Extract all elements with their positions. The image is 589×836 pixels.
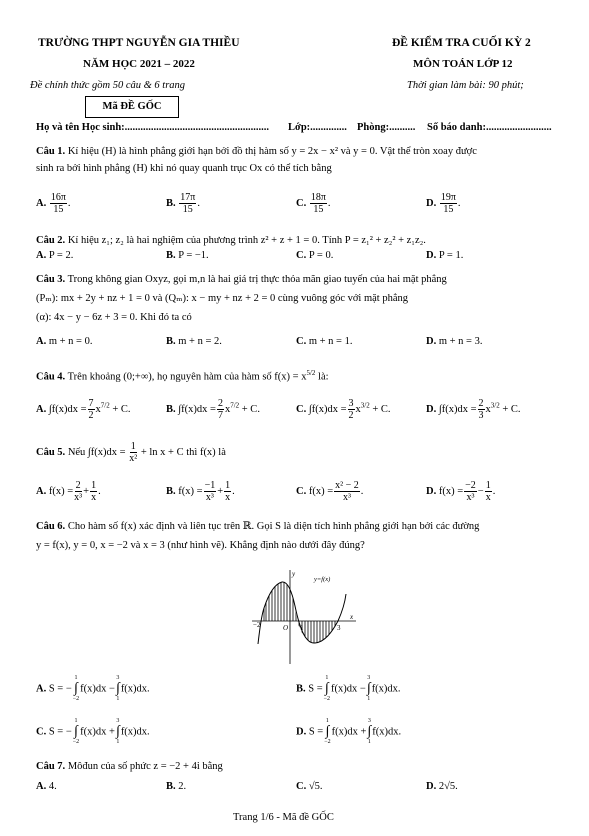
exam-time: Thời gian làm bài: 90 phút; [407,80,524,91]
label-one: 1 [300,624,304,632]
function-graph [250,566,360,666]
question-text: (Pₘ): mx + 2y + nz + 1 = 0 và (Qₘ): x − my + nz + 2 = 0 cùng vuông góc với mặt phẳng [36,293,409,304]
exam-code-box [85,96,179,118]
label-func: y=f(x) [314,576,331,583]
q3-options [36,336,556,347]
label-x: x [350,613,354,621]
label-origin: O [283,624,289,632]
option[interactable]: C. $\frac{18\pi}{15}$ . [296,192,331,215]
option[interactable]: C. S = − 1 ∫ −2 f(x)dx + 3 ∫ 1 f(x)dx. [36,718,150,745]
option[interactable]: D. S = 1 ∫ −2 f(x)dx + 3 ∫ 1 f(x)dx. [296,718,402,745]
question-5: Câu 5. Nếu ∫f(x)dx = $\frac{1}{\text{x²}}$ + ln x + C thì f(x) là [36,441,226,464]
question-3 [36,270,561,327]
q6-options-row2 [36,718,556,746]
label-three: 3 [337,624,341,632]
question-label: Câu 1. [36,146,66,157]
q4-options [36,398,556,421]
exam-note: Đề chính thức gồm 50 câu & 6 trang [30,80,186,91]
option[interactable]: C. P = 0. [296,250,334,261]
q2-options [36,250,556,261]
option[interactable]: B. 2. [166,781,187,792]
student-id: Số báo danh:......................... [427,122,552,133]
q1-options [36,192,556,215]
question-text: y = f(x), y = 0, x = −2 và x = 3 (như hình vẽ). Khẳng định nào dưới đây đúng? [36,540,365,551]
school-name: TRƯỜNG THPT NGUYỄN GIA THIỀU [38,37,240,49]
question-text: (α): 4x − y − 6z + 3 = 0. Khi đó ta có [36,312,192,323]
question-label: Câu 4. [36,371,66,383]
option[interactable]: A. $\frac{16\pi}{15}$ . [36,192,71,215]
option[interactable]: C. ∫f(x)dx = $\frac{3}{2}$ $x^{3/2} + C$. [296,398,391,421]
shaded-area-positive [264,582,297,621]
question-4: Câu 4. Trên khoảng (0;+∞), họ nguyên hàm của hàm số $f(x) = x^{5/2}$ là: [36,369,329,383]
exam-title: ĐỀ KIỂM TRA CUỐI KỲ 2 [392,37,531,49]
option[interactable]: A. S = − 1 ∫ −2 f(x)dx − 3 ∫ 1 f(x)dx. [36,675,150,702]
option[interactable]: B. m + n = 2. [166,336,222,347]
question-2 [36,232,561,249]
q5-options [36,480,556,503]
option[interactable]: A. f(x) = $\frac{2}{\text{x³}}$ + $\frac{1}{x}$ . [36,480,101,503]
question-text: sinh ra bởi hình phẳng (H) khi nó quay quanh trục Ox có thể tích bằng [36,163,332,174]
option[interactable]: D. ∫f(x)dx = $\frac{2}{3}$ $x^{3/2} + C$. [426,398,521,421]
option[interactable]: A. P = 2. [36,250,74,261]
question-label: Câu 3. [36,274,66,285]
option[interactable]: C. f(x) = $\frac{\text{x² − 2}}{\text{x³}}$ . [296,480,364,503]
q7-options [36,781,556,792]
option[interactable]: B. S = 1 ∫ −2 f(x)dx − 3 ∫ 1 f(x)dx. [296,675,401,702]
option[interactable]: B. P = −1. [166,250,209,261]
question-text: + ln x + C thì f(x) là [140,446,226,458]
exam-subject: MÔN TOÁN LỚP 12 [413,58,513,70]
option[interactable]: D. $\frac{19\pi}{15}$ . [426,192,461,215]
label-y: y [292,570,296,578]
question-label: Câu 7. [36,761,66,772]
option[interactable]: D. f(x) = $\frac{-2}{\text{x³}}$ − $\frac{1}{x}$ . [426,480,496,503]
question-text: Kí hiệu (H) là hình phẳng giới hạn bởi đồ thị hàm số y = 2x − x² và y = 0. Vật thể tròn xoay được [67,146,477,157]
option[interactable]: C. m + n = 1. [296,336,353,347]
option[interactable]: D. P = 1. [426,250,464,261]
option[interactable]: B. ∫f(x)dx = $\frac{2}{7}$ $x^{7/2} + C$. [166,398,260,421]
question-label: Câu 5. [36,446,66,458]
student-room: Phòng:.......... [357,122,416,133]
question-text: Nếu ∫f(x)dx = [67,446,126,458]
question-7 [36,758,561,775]
question-text: Cho hàm số f(x) xác định và liên tục trên ℝ. Gọi S là diện tích hình phẳng giới hạn bởi các đường [67,521,480,532]
question-text: Môđun của số phức z = −2 + 4i bằng [67,761,223,772]
question-label: Câu 2. [36,235,66,246]
exam-code: Mã ĐỀ GỐC [102,101,162,112]
question-label: Câu 6. [36,521,66,532]
option[interactable]: A. m + n = 0. [36,336,93,347]
student-name: Họ và tên Học sinh:....................................................... [36,122,270,133]
option[interactable]: B. f(x) = $\frac{-1}{\text{x³}}$ + $\frac{1}{x}$ . [166,480,235,503]
option[interactable]: D. 2√5. [426,781,458,792]
student-class: Lớp:.............. [288,122,347,133]
option[interactable]: C. √5. [296,781,323,792]
option[interactable]: A. 4. [36,781,57,792]
school-year: NĂM HỌC 2021 – 2022 [83,58,195,70]
option[interactable]: D. m + n = 3. [426,336,483,347]
question-1 [36,143,561,177]
question-text: Trên khoảng (0;+∞), họ nguyên hàm của hàm số f(x) = x [67,371,307,383]
option[interactable]: A. ∫f(x)dx = $\frac{7}{2}$ $x^{7/2} + C$. [36,398,131,421]
question-text: Kí hiệu z₁; z₂ là hai nghiệm của phương trình z² + z + 1 = 0. Tính P = z₁² + z₂² + z₁z₂. [67,235,426,246]
question-text: là: [318,371,329,383]
question-text: Trong không gian Oxyz, gọi m,n là hai giá trị thực thỏa mãn giao tuyến của hai mặt phẳng [67,274,447,285]
page-footer: Trang 1/6 - Mã đề GỐC [233,812,334,823]
label-minus2: −2 [253,621,261,629]
option[interactable]: B. $\frac{17\pi}{15}$ . [166,192,200,215]
question-6 [36,517,561,555]
q6-options-row1 [36,675,556,703]
